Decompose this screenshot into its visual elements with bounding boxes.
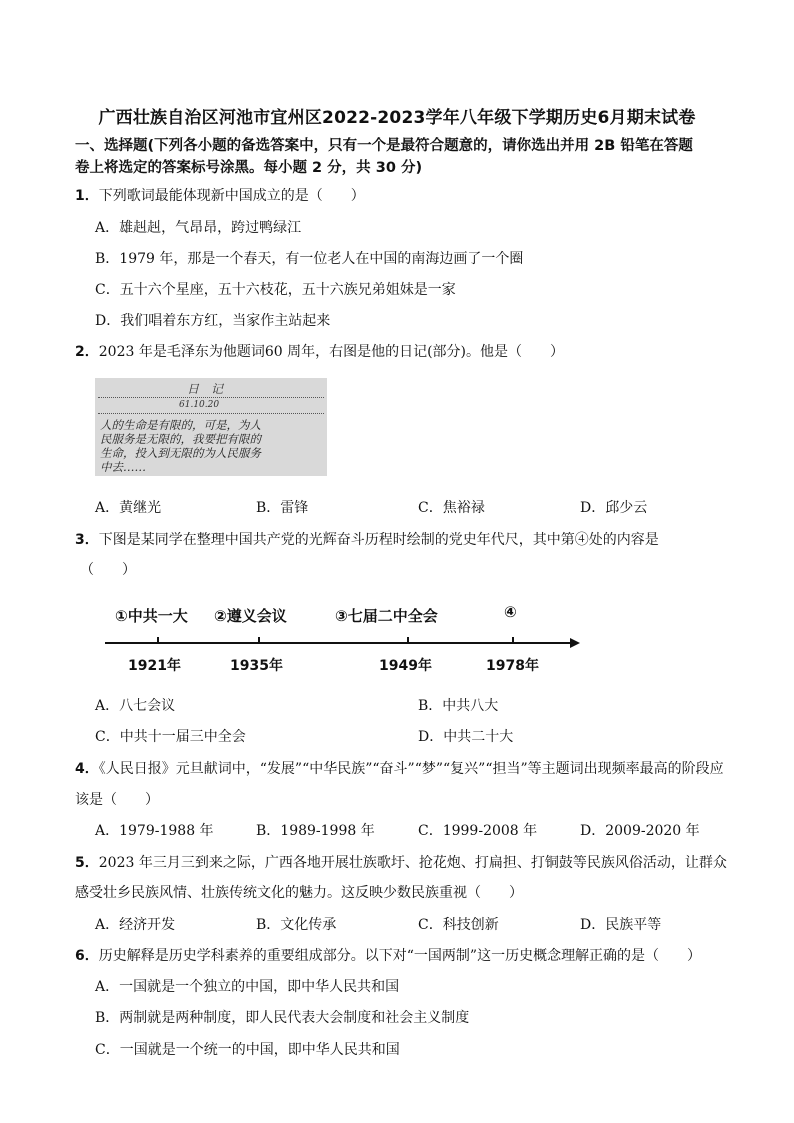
q3-option-d: D．中共二十大 [418, 729, 514, 745]
timeline-year-4: 1978年 [486, 658, 539, 674]
q6-option-c: C．一国就是一个统一的中国，即中华人民共和国 [95, 1042, 400, 1058]
diary-rule [98, 413, 324, 414]
section-heading [75, 135, 775, 179]
diary-date: 61.10.20 [179, 400, 220, 410]
q5-option-c: C．科技创新 [418, 917, 499, 933]
timeline-event-3: ③七届二中全会 [335, 607, 438, 625]
q6-option-b: B．两制就是两种制度，即人民代表大会制度和社会主义制度 [95, 1010, 470, 1026]
question-2 [75, 342, 564, 362]
question-5-line2: 感受壮乡民族风情、壮族传统文化的魅力。这反映少数民族重视（ ） [75, 885, 523, 901]
q1-option-a: A．雄赳赳，气昂昂，跨过鸭绿江 [95, 220, 302, 236]
exam-title: 广西壮族自治区河池市宜州区2022-2023学年八年级下学期历史6月期末试卷 [98, 108, 696, 128]
q6-option-a: A．一国就是一个独立的中国，即中华人民共和国 [95, 979, 400, 995]
question-1 [75, 186, 365, 206]
question-number: 2． [75, 344, 99, 360]
timeline-year-3: 1949年 [379, 658, 432, 674]
question-4-line2: 该是（ ） [75, 792, 159, 808]
diary-rule [98, 397, 324, 398]
timeline-event-2: ②遵义会议 [214, 607, 287, 625]
diary-image [95, 378, 327, 476]
q1-option-b: B．1979 年，那是一个春天，有一位老人在中国的南海边画了一个圈 [95, 251, 524, 267]
q2-option-b: B．雷锋 [256, 500, 309, 516]
question-number: 6． [75, 948, 99, 964]
question-3-bracket: （ ） [80, 562, 136, 578]
diary-line: 生命，投入到无限的为人民服务 [100, 446, 261, 460]
question-stem: 2023 年是毛泽东为他题词60 周年，右图是他的日记(部分)。他是（ ） [98, 344, 565, 360]
diary-heading: 日 记 [187, 382, 224, 396]
question-stem: 历史解释是历史学科素养的重要组成部分。以下对“一国两制”这一历史概念理解正确的是（ ） [98, 948, 702, 964]
question-stem: 下图是某同学在整理中国共产党的光辉奋斗历程时绘制的党史年代尺，其中第④处的内容是 [98, 532, 659, 548]
q3-option-a: A．八七会议 [95, 698, 176, 714]
timeline-arrow-icon [570, 638, 580, 648]
diary-line: 中去…… [100, 460, 146, 474]
section-heading-line2: 卷上将选定的答案标号涂黑。每小题 2 分，共 30 分) [75, 160, 423, 176]
question-4 [75, 759, 724, 779]
question-stem: 《人民日报》元旦献词中，“发展”“中华民族”“奋斗”“梦”“复兴”“担当”等主题词出现频率最高的阶段应 [98, 761, 724, 777]
question-number: 3． [75, 532, 99, 548]
q5-option-a: A．经济开发 [95, 917, 176, 933]
question-5 [75, 853, 727, 873]
question-3 [75, 530, 659, 550]
q2-option-d: D．邱少云 [580, 500, 648, 516]
question-number: 4． [75, 761, 99, 777]
section-heading-line1: 一、选择题(下列各小题的备选答案中，只有一个是最符合题意的，请你选出并用 2B 铅笔在答题 [75, 138, 693, 154]
question-stem: 2023 年三月三到来之际，广西各地开展壮族歌圩、抢花炮、打扁担、打铜鼓等民族风俗活动，让群众 [98, 855, 727, 871]
q2-option-a: A．黄继光 [95, 500, 162, 516]
q1-option-c: C．五十六个星座，五十六枝花，五十六族兄弟姐妹是一家 [95, 282, 456, 298]
party-history-timeline [100, 595, 590, 685]
question-stem: 下列歌词最能体现新中国成立的是（ ） [98, 188, 365, 204]
q1-option-d: D．我们唱着东方红，当家作主站起来 [95, 313, 331, 329]
q4-option-d: D．2009-2020 年 [580, 823, 700, 839]
timeline-year-1: 1921年 [128, 658, 181, 674]
q4-option-b: B．1989-1998 年 [256, 823, 375, 839]
q4-option-a: A．1979-1988 年 [95, 823, 214, 839]
diary-line: 民服务是无限的，我要把有限的 [100, 432, 261, 446]
question-number: 1． [75, 188, 99, 204]
question-number: 5． [75, 855, 99, 871]
question-6 [75, 946, 701, 966]
q5-option-d: D．民族平等 [580, 917, 662, 933]
timeline-event-1: ①中共一大 [115, 607, 188, 625]
timeline-event-4: ④ [504, 603, 517, 621]
timeline-year-2: 1935年 [230, 658, 283, 674]
diary-handwriting [100, 418, 261, 474]
q5-option-b: B．文化传承 [256, 917, 337, 933]
q4-option-c: C．1999-2008 年 [418, 823, 538, 839]
diary-line: 人的生命是有限的，可是，为人 [100, 418, 261, 432]
q3-option-c: C．中共十一届三中全会 [95, 729, 246, 745]
q2-option-c: C．焦裕禄 [418, 500, 485, 516]
q3-option-b: B．中共八大 [418, 698, 499, 714]
